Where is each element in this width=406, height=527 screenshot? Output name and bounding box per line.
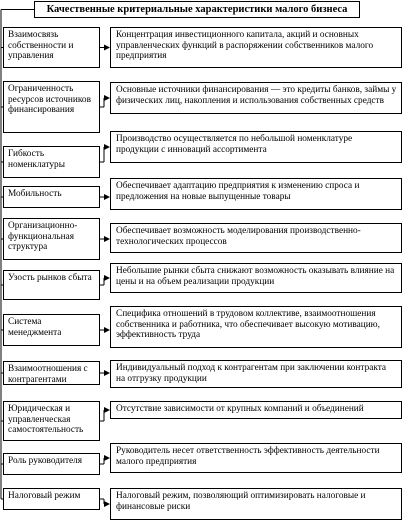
criterion-label: Взаимосвязь собственности и управления bbox=[8, 30, 74, 62]
criterion-label: Взаимоотношения с контрагентами bbox=[8, 364, 88, 385]
description-box bbox=[110, 443, 402, 473]
description-text: Индивидуальный подход к контрагентам при заключении контракта на отгрузку продукции bbox=[116, 363, 387, 384]
description-box bbox=[110, 131, 402, 163]
criterion-box bbox=[3, 488, 100, 510]
description-box bbox=[110, 82, 402, 114]
criterion-box bbox=[3, 453, 100, 475]
criterion-box bbox=[3, 314, 100, 346]
description-text: Руководитель несет ответственность эффективность деятельности малого предприятия bbox=[116, 446, 380, 467]
criterion-box bbox=[3, 27, 100, 68]
criterion-label: Система менеджмента bbox=[8, 317, 62, 338]
criterion-label: Гибкость номенклатуры bbox=[8, 149, 65, 170]
criterion-box bbox=[3, 186, 100, 208]
description-text: Небольшие рынки сбыта снижают возможность оказывать влияние на цены и на объем реализации продукции bbox=[116, 266, 395, 287]
criterion-label: Роль руководителя bbox=[8, 456, 83, 466]
description-text: Обеспечивает адаптацию предприятия к изменению спроса и предложения на новые выпущенные товары bbox=[116, 181, 360, 202]
description-text: Концентрация инвестиционного капитала, акций и основных управленческих функций в распоряжении собственников малого предприятия bbox=[116, 30, 374, 62]
description-box bbox=[110, 360, 402, 388]
criterion-label: Юридическая и управленческая самостоятельность bbox=[8, 404, 84, 436]
description-box bbox=[110, 223, 402, 253]
criterion-label: Организационно-функциональная структура bbox=[8, 221, 78, 253]
description-box bbox=[110, 27, 402, 68]
description-text: Налоговый режим, позволяющий оптимизировать налоговые и финансовые риски bbox=[116, 491, 366, 512]
criterion-box bbox=[3, 361, 100, 385]
criterion-box bbox=[3, 218, 100, 260]
criterion-label: Налоговый режим bbox=[8, 491, 81, 501]
criterion-label: Ограниченность ресурсов источников финансирования bbox=[8, 84, 91, 116]
criterion-label: Мобильность bbox=[8, 189, 62, 199]
description-box bbox=[110, 263, 402, 293]
criterion-label: Узость рынков сбыта bbox=[8, 273, 92, 283]
description-box bbox=[110, 178, 402, 210]
criterion-box bbox=[3, 146, 100, 178]
description-text: Основные источники финансирования — это кредиты банков, займы у физических лиц, накопления и использования собственных средств bbox=[116, 85, 397, 106]
description-text: Производство осуществляется по небольшой номенклатуре продукции с инноваций ассортимента bbox=[116, 134, 353, 155]
description-box bbox=[110, 306, 402, 348]
description-text: Обеспечивает возможность моделирования производственно-технологических процессов bbox=[116, 226, 361, 247]
description-box bbox=[110, 401, 402, 419]
criterion-box bbox=[3, 81, 100, 133]
criterion-box bbox=[3, 401, 100, 441]
description-box bbox=[110, 488, 402, 520]
description-text: Специфика отношений в трудовом коллективе, взаимоотношения собственника и работника, что обеспечивает высокую мотивацию, эффективность труда bbox=[116, 309, 380, 341]
diagram-title: Качественные критериальные характеристики малого бизнеса bbox=[34, 1, 360, 18]
criterion-box bbox=[3, 270, 100, 300]
description-text: Отсутствие зависимости от крупных компаний и объединений bbox=[116, 404, 364, 414]
